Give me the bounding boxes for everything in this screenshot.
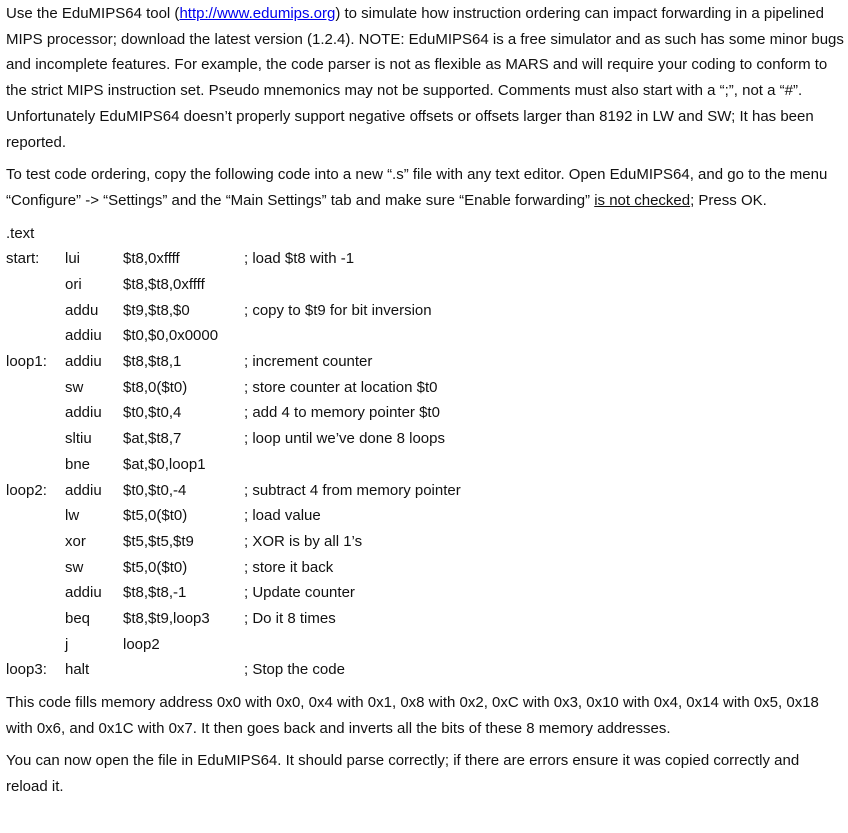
intro-text-2: ) to simulate how instruction ordering can impact forwarding in a pipelined MIPS processor; download the latest version (1.2.4). NOTE: EduMIPS64 is a free simulator and as such has some minor bugs and incomplete features. For example, the code parser is not as flexible as MARS and will require your coding to conform to the strict MIPS instruction set. Pseudo mnemonics may not be supported. Comments must also start with a “;”, not a “#”. Unfortunately EduMIPS64 doesn’t properly support negative offsets or offsets larger than 8192 in LW and SW; It has been reported. [6, 5, 844, 151]
code-line [6, 349, 844, 375]
code-label [6, 375, 65, 401]
code-line [6, 503, 844, 529]
code-line [6, 452, 844, 478]
code-operands: $t9,$t8,$0 [123, 301, 190, 319]
code-operands: $t8,$t8,1 [123, 353, 182, 371]
code-operands: $t8,0xffff [123, 250, 180, 268]
code-comment [244, 452, 844, 478]
code-opcode: ori [65, 276, 82, 293]
code-rows [6, 246, 844, 683]
code-opcode: lui [65, 250, 81, 268]
code-directive: .text [6, 224, 35, 242]
code-line [6, 529, 844, 555]
code-line [6, 632, 844, 658]
closing-paragraph: You can now open the file in EduMIPS64. It should parse correctly; if there are errors ensure it was copied correctly and reload it. [6, 752, 800, 796]
code-operands: $t8,$t8,0xffff [123, 276, 205, 293]
code-line [6, 298, 844, 324]
code-comment [244, 272, 844, 298]
code-comment: ; store it back [244, 558, 334, 576]
code-line [6, 246, 844, 272]
instructions-paragraph [6, 162, 844, 213]
code-listing [6, 221, 844, 683]
code-label [6, 555, 65, 581]
code-line [6, 426, 844, 452]
code-opcode: lw [65, 507, 80, 525]
code-label [6, 298, 65, 324]
code-operands: $t8,$t8,-1 [123, 584, 187, 602]
code-line [6, 606, 844, 632]
code-operands: $at,$t8,7 [123, 430, 182, 448]
code-label [6, 400, 65, 426]
code-opcode: addiu [65, 584, 102, 602]
intro-paragraph [6, 1, 844, 155]
code-label: loop3: [6, 661, 47, 679]
code-line [6, 555, 844, 581]
code-operands: $t5,0($t0) [123, 558, 188, 576]
code-label [6, 632, 65, 658]
code-operands [123, 657, 244, 683]
code-label: start: [6, 250, 40, 268]
code-line [6, 323, 844, 349]
code-operands: $t5,$t5,$t9 [123, 532, 194, 550]
code-label [6, 529, 65, 555]
code-comment: ; increment counter [244, 353, 373, 371]
code-comment: ; load $t8 with -1 [244, 250, 355, 268]
code-comment: ; copy to $t9 for bit inversion [244, 301, 432, 319]
explanation-paragraph: This code fills memory address 0x0 with 0x0, 0x4 with 0x1, 0x8 with 0x2, 0xC with 0x3, 0x10 with 0x4, 0x14 with 0x5, 0x18 with 0x6, and 0x1C with 0x7. It then goes back and inverts all the bits of these 8 memory addresses. [6, 694, 819, 737]
code-line [6, 375, 844, 401]
code-label [6, 323, 65, 349]
code-operands: $t0,$t0,4 [123, 404, 182, 422]
code-opcode: addu [65, 301, 99, 319]
code-opcode: addiu [65, 353, 102, 371]
instructions-text-2: ; Press OK. [690, 191, 767, 209]
code-label [6, 606, 65, 632]
edumips-link[interactable]: http://www.edumips.org [179, 5, 336, 22]
code-comment: ; XOR is by all 1’s [244, 532, 363, 550]
code-operands: $t0,$0,0x0000 [123, 327, 219, 345]
code-opcode: sw [65, 558, 84, 576]
code-label [6, 452, 65, 478]
code-line [6, 272, 844, 298]
code-operands: $t0,$t0,-4 [123, 481, 187, 499]
code-label [6, 272, 65, 298]
code-opcode: beq [65, 609, 91, 627]
code-opcode: sltiu [65, 430, 92, 448]
code-opcode: bne [65, 455, 91, 473]
code-opcode: halt [65, 661, 90, 679]
code-operands: $t8,0($t0) [123, 378, 188, 396]
code-line [6, 580, 844, 606]
code-comment: ; Do it 8 times [244, 609, 336, 627]
code-opcode: addiu [65, 404, 102, 422]
code-operands: loop2 [123, 635, 160, 653]
code-label [6, 503, 65, 529]
code-comment: ; add 4 to memory pointer $t0 [244, 404, 440, 422]
code-label: loop2: [6, 481, 47, 499]
code-comment: ; loop until we’ve done 8 loops [244, 430, 445, 448]
not-checked-emphasis: is not checked [594, 191, 691, 209]
code-operands: $t5,0($t0) [123, 507, 188, 525]
code-operands: $t8,$t9,loop3 [123, 609, 210, 627]
code-label: loop1: [6, 353, 47, 371]
code-comment: ; load value [244, 507, 321, 525]
code-comment [244, 323, 844, 349]
code-opcode: addiu [65, 481, 102, 499]
code-comment: ; store counter at location $t0 [244, 378, 438, 396]
instructions-text-1: To test code ordering, copy the following code into a new “.s” file with any text editor. Open EduMIPS64, and go to the menu “Configure” -> “Settings” and the “Main Settings” tab and make sure “Enable forwarding” [6, 166, 828, 209]
code-comment: ; Stop the code [244, 661, 345, 679]
code-comment: ; subtract 4 from memory pointer [244, 481, 461, 499]
intro-text-1: Use the EduMIPS64 tool ( [6, 5, 180, 22]
code-operands: $at,$0,loop1 [123, 455, 206, 473]
code-opcode: xor [65, 532, 86, 550]
code-opcode: addiu [65, 327, 102, 345]
code-label [6, 580, 65, 606]
code-comment: ; Update counter [244, 584, 355, 602]
code-label [6, 426, 65, 452]
code-opcode: sw [65, 378, 84, 396]
code-line [6, 478, 844, 504]
code-opcode: j [65, 635, 69, 653]
code-comment [244, 632, 844, 658]
code-line [6, 657, 844, 683]
code-line [6, 400, 844, 426]
